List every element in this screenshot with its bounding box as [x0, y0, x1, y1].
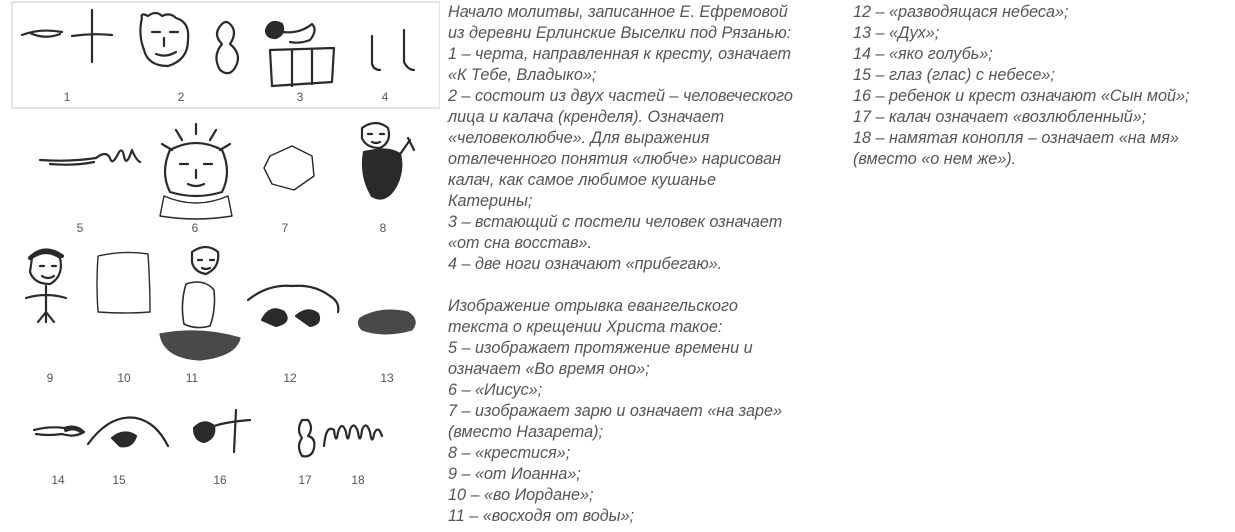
pictogram-11-rising-from-water: [160, 247, 240, 360]
pictogram-12-heavens: [248, 286, 338, 326]
text-line: 2 – состоит из двух частей – человеческого: [448, 87, 793, 105]
text-line: текста о крещении Христа такое:: [448, 318, 723, 336]
text-line: «человеколюбче». Для выражения: [448, 129, 710, 147]
text-line: 4 – две ноги означают «прибегаю».: [448, 255, 723, 273]
pictogram-1-line-to-cross: [22, 10, 112, 62]
text-line: 5 – изображает протяжение времени и: [448, 339, 753, 357]
pictogram-9-john: [26, 250, 66, 322]
figure-label: 2: [177, 90, 185, 104]
pictogram-18-hemp: [324, 425, 382, 446]
text-line: «от сна восстав».: [448, 234, 593, 252]
figure-label: 12: [283, 371, 297, 385]
figure-label: 10: [117, 371, 131, 385]
pictogram-14-dove: [34, 427, 84, 436]
figure-label: 8: [379, 221, 387, 235]
text-line: отвлеченного понятия «любче» нарисован: [448, 150, 781, 168]
figure-label: 15: [112, 473, 126, 487]
text-line: 10 – «во Иордане»;: [448, 486, 594, 504]
pictogram-15-eye: [88, 418, 168, 447]
text-line: 9 – «от Иоанна»;: [448, 465, 581, 483]
text-line: 15 – глаз (глас) с небесе»;: [853, 66, 1055, 84]
text-line: калач, как самое любимое кушанье: [448, 171, 716, 189]
text-line: 13 – «Дух»;: [853, 24, 940, 42]
figure-label: 6: [191, 221, 199, 235]
figure-label: 16: [213, 473, 227, 487]
text-line: из деревни Ерлинские Выселки под Рязанью:: [448, 24, 792, 42]
text-column-1: [448, 2, 843, 527]
figure-label: 14: [51, 473, 65, 487]
text-line: (вместо «о нем же»).: [853, 150, 1017, 168]
figure-label: 5: [76, 221, 84, 235]
pictogram-10-jordan: [97, 252, 150, 313]
figure-label: 1: [63, 90, 71, 104]
text-line: 16 – ребенок и крест означают «Сын мой»;: [853, 87, 1190, 105]
text-line: Начало молитвы, записанное Е. Ефремовой: [448, 3, 788, 21]
text-column-2: [853, 2, 1231, 170]
pictogram-16-child-cross: [194, 410, 250, 452]
figure-label: 7: [281, 221, 289, 235]
text-line: «К Тебе, Владыко»;: [448, 66, 597, 84]
text-line: 1 – черта, направленная к кресту, означает: [448, 45, 792, 63]
figure-label: 17: [298, 473, 312, 487]
pictogram-figure: [0, 0, 440, 532]
pictogram-3-person-rising: [266, 22, 334, 86]
text-line: 14 – «яко голубь»;: [853, 45, 993, 63]
pictogram-17-pretzel: [299, 420, 314, 456]
text-line: Катерины;: [448, 192, 533, 210]
text-line: 12 – «разводящася небеса»;: [853, 3, 1069, 21]
text-line: 11 – «восходя от воды»;: [448, 507, 635, 525]
figure-label: 13: [380, 371, 394, 385]
text-line: (вместо Назарета);: [448, 423, 603, 441]
text-line: 3 – встающий с постели человек означает: [448, 213, 783, 231]
text-line: 18 – намятая конопля – означает «на мя»: [853, 129, 1179, 147]
text-line: 17 – калач означает «возлюбленный»;: [853, 108, 1147, 126]
figure-label: 18: [351, 473, 365, 487]
pictogram-8-baptizing-figure: [362, 123, 414, 198]
figure-label: 3: [296, 90, 304, 104]
figure-label: 9: [46, 371, 54, 385]
text-line: лица и калача (кренделя). Означает: [448, 108, 725, 126]
figure-label: 4: [381, 90, 389, 104]
text-line: означает «Во время оно»;: [448, 360, 650, 378]
text-line: Изображение отрывка евангельского: [448, 297, 738, 315]
figure-label: 11: [185, 371, 199, 385]
text-line: 8 – «крестися»;: [448, 444, 571, 462]
pictogram-2-face-pretzel: [140, 13, 238, 73]
pictogram-4-two-legs: [372, 30, 414, 70]
pictogram-6-jesus-halo: [160, 124, 232, 219]
pictogram-5-time-stroke: [40, 150, 140, 165]
pictogram-drawings: [0, 0, 440, 532]
blank-line: [448, 275, 843, 296]
pictogram-7-dawn: [264, 146, 314, 190]
text-line: 6 – «Иисус»;: [448, 381, 543, 399]
pictogram-13-spirit: [358, 310, 415, 334]
text-line: 7 – изображает зарю и означает «на заре»: [448, 402, 783, 420]
